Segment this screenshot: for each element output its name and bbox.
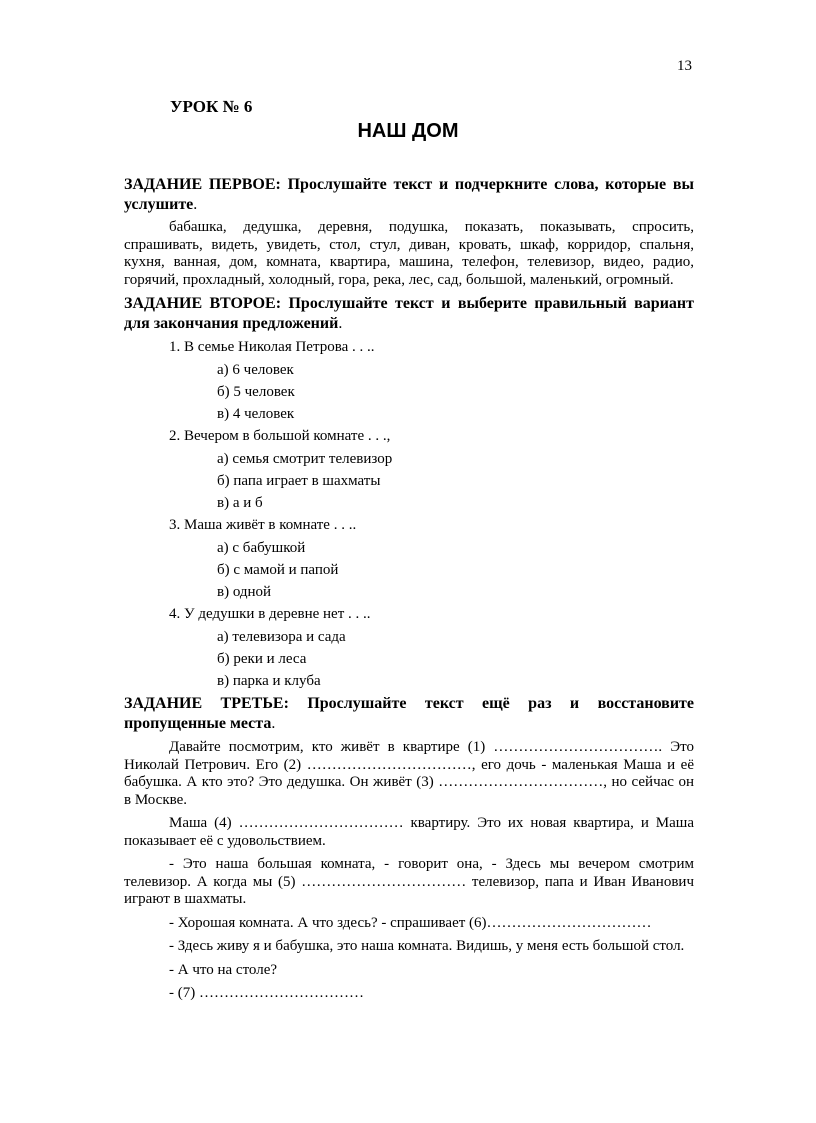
question-2: 2. Вечером в большой комнате . . ., xyxy=(169,428,391,445)
task-2-heading-text: ЗАДАНИЕ ВТОРОЕ: Прослушайте текст и выберите правильный вариант для закончания предложений xyxy=(124,295,694,332)
question-1: 1. В семье Николая Петрова . . .. xyxy=(169,339,375,355)
task-3-paragraph-1: Давайте посмотрим, кто живёт в квартире (1) ……………………………. Это Николай Петрович. Его (2) ……………………………, его дочь - маленькая Маша и её бабушка. А кто это? Это дедушка. Он живёт (3) ……………………………, но сейчас он в Москве. xyxy=(124,739,694,808)
task-3-paragraph-2: Маша (4) …………………………… квартиру. Это их новая квартира, и Маша показывает её с удовольствием. xyxy=(124,815,694,849)
task-3-paragraph-4: - Хорошая комната. А что здесь? - спрашивает (6)…………………………… xyxy=(169,914,652,931)
question-4: 4. У дедушки в деревне нет . . .. xyxy=(169,606,371,623)
question-2-option-b: б) папа играет в шахматы xyxy=(217,472,381,489)
task-2-questions xyxy=(124,336,694,692)
question-3-option-a: а) с бабушкой xyxy=(217,539,306,556)
lesson-label: УРОК № 6 xyxy=(170,97,253,116)
task-3-paragraph-7: - (7) …………………………… xyxy=(169,985,364,1002)
question-4-option-a: а) телевизора и сада xyxy=(217,628,346,645)
question-3: 3. Маша живёт в комнате . . .. xyxy=(169,517,357,534)
question-3-option-b: б) с мамой и папой xyxy=(217,561,339,578)
task-2-heading-end: . xyxy=(338,315,343,332)
task-1-heading-text: ЗАДАНИЕ ПЕРВОЕ: Прослушайте текст и подчеркните слова, которые вы услушите xyxy=(124,176,694,213)
task-3-paragraph-5: - Здесь живу я и бабушка, это наша комната. Видишь, у меня есть большой стол. xyxy=(169,938,685,955)
question-1-option-b: б) 5 человек xyxy=(217,383,295,400)
task-1-heading xyxy=(124,175,694,215)
task-3-heading xyxy=(124,694,694,734)
question-4-option-c: в) парка и клуба xyxy=(217,673,321,690)
task-3-heading-end: . xyxy=(271,715,276,733)
question-2-option-c: в) а и б xyxy=(217,495,263,512)
document-body xyxy=(124,170,694,1009)
task-2-heading xyxy=(124,294,694,334)
question-1-option-a: а) 6 человек xyxy=(217,361,294,378)
task-3 xyxy=(124,694,694,1003)
task-3-paragraph-6: - А что на столе? xyxy=(169,961,278,978)
page-number: 13 xyxy=(677,58,692,74)
question-2-option-a: а) семья смотрит телевизор xyxy=(217,450,393,467)
question-3-option-c: в) одной xyxy=(217,584,272,601)
question-4-option-b: б) реки и леса xyxy=(217,651,307,668)
page-title: НАШ ДОМ xyxy=(357,120,459,142)
task-1 xyxy=(124,175,694,289)
task-1-word-list: бабашка, дедушка, деревня, подушка, показать, показывать, спросить, спрашивать, видеть, увидеть, стол, стул, диван, кровать, шкаф, корридор, спальня, кухня, ванная, дом, комната, квартира, машина, телефон, телевизор, видео, радио, горячий, прохладный, холодный, гора, река, лес, сад, большой, маленький, огромный. xyxy=(124,219,694,288)
task-1-heading-end: . xyxy=(193,196,198,213)
task-3-heading-text: ЗАДАНИЕ ТРЕТЬЕ: Прослушайте текст ещё раз и восстановите пропущенные места xyxy=(124,695,694,733)
question-1-option-c: в) 4 человек xyxy=(217,405,295,422)
task-2 xyxy=(124,294,694,692)
task-3-paragraph-3: - Это наша большая комната, - говорит она, - Здесь мы вечером смотрим телевизор. А когда мы (5) …………………………… телевизор, папа и Иван Иванович играют в шахматы. xyxy=(124,856,694,908)
